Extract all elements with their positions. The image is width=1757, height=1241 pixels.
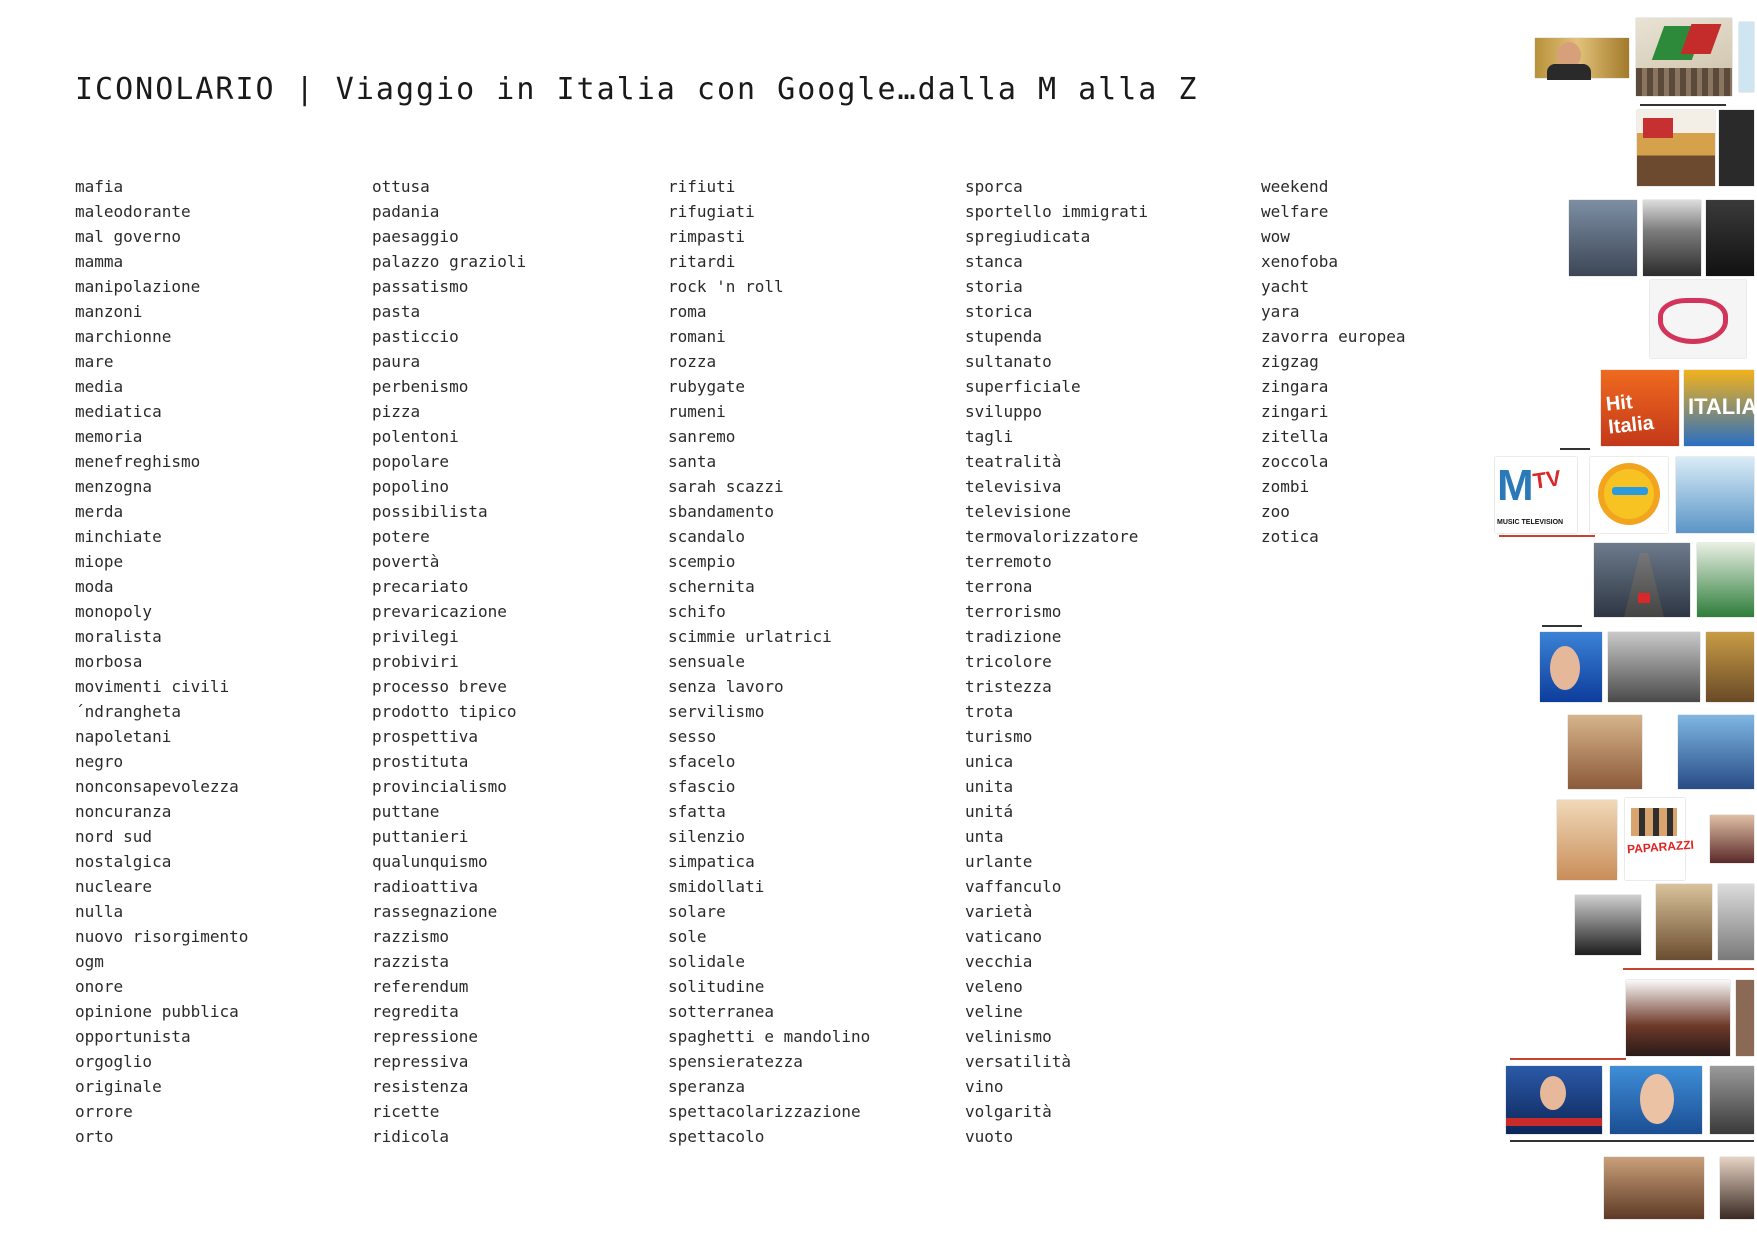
thumbnail-old-man — [1608, 632, 1700, 702]
word-item: opinione pubblica — [75, 1002, 239, 1021]
word-item: nostalgica — [75, 852, 172, 871]
word-item: monopoly — [75, 602, 153, 621]
word-item: orto — [75, 1127, 114, 1146]
word-item: sfascio — [668, 777, 736, 796]
word-item: spensieratezza — [668, 1052, 803, 1071]
word-item: popolare — [372, 452, 450, 471]
word-item: volgarità — [965, 1102, 1052, 1121]
word-item: terrona — [965, 577, 1033, 596]
thumbnail-woman-blue — [1540, 632, 1602, 702]
word-item: originale — [75, 1077, 162, 1096]
word-item: mal governo — [75, 227, 181, 246]
word-item: ridicola — [372, 1127, 450, 1146]
divider-line — [1510, 1058, 1626, 1060]
word-item: tristezza — [965, 677, 1052, 696]
thumbnail-dvd-cover — [1656, 884, 1712, 960]
thumbnail-book-cover — [1697, 543, 1754, 617]
word-item: polentoni — [372, 427, 459, 446]
word-item: vaticano — [965, 927, 1043, 946]
word-item: storica — [965, 302, 1033, 321]
word-item: mafia — [75, 177, 124, 196]
word-column-3 — [668, 174, 870, 1149]
word-item: memoria — [75, 427, 143, 446]
word-item: resistenza — [372, 1077, 469, 1096]
divider-line — [1560, 448, 1590, 450]
word-item: santa — [668, 452, 717, 471]
word-item: popolino — [372, 477, 450, 496]
word-item: morbosa — [75, 652, 143, 671]
word-item: sensuale — [668, 652, 746, 671]
word-item: sfacelo — [668, 752, 736, 771]
word-item: solare — [668, 902, 726, 921]
word-item: puttanieri — [372, 827, 469, 846]
word-item: zavorra europea — [1261, 327, 1406, 346]
word-item: nucleare — [75, 877, 153, 896]
word-column-1 — [75, 174, 248, 1149]
divider-line — [1499, 535, 1595, 537]
word-item: ritardi — [668, 252, 736, 271]
word-item: miope — [75, 552, 124, 571]
thumbnail-partial — [1720, 1157, 1754, 1219]
word-item: marchionne — [75, 327, 172, 346]
word-item: zingari — [1261, 402, 1329, 421]
word-item: terremoto — [965, 552, 1052, 571]
word-item: schifo — [668, 602, 726, 621]
word-item: onore — [75, 977, 124, 996]
word-item: spregiudicata — [965, 227, 1091, 246]
word-item: sfatta — [668, 802, 726, 821]
word-item: zingara — [1261, 377, 1329, 396]
thumbnail-sun-icon — [1590, 457, 1668, 533]
word-item: manzoni — [75, 302, 143, 321]
word-item: pizza — [372, 402, 421, 421]
word-item: passatismo — [372, 277, 469, 296]
word-item: tradizione — [965, 627, 1062, 646]
word-item: ´ndrangheta — [75, 702, 181, 721]
thumbnail-bicycle — [1650, 280, 1746, 358]
word-item: referendum — [372, 977, 469, 996]
thumbnail-woman-tiara — [1610, 1066, 1702, 1134]
thumbnail-miss-italia — [1678, 715, 1754, 789]
word-item: vino — [965, 1077, 1004, 1096]
word-item: wow — [1261, 227, 1290, 246]
word-item: tagli — [965, 427, 1014, 446]
word-item: scimmie urlatrici — [668, 627, 832, 646]
word-item: teatralità — [965, 452, 1062, 471]
word-item: rifugiati — [668, 202, 755, 221]
word-item: repressiva — [372, 1052, 469, 1071]
word-item: paura — [372, 352, 421, 371]
thumbnail-paparazzi: PAPARAZZI — [1625, 798, 1685, 880]
thumbnail-mtv-logo: M TV MUSIC TELEVISION — [1495, 457, 1577, 533]
word-item: sbandamento — [668, 502, 774, 521]
word-item: speranza — [668, 1077, 746, 1096]
word-item: welfare — [1261, 202, 1329, 221]
word-item: sesso — [668, 727, 717, 746]
word-item: sultanato — [965, 352, 1052, 371]
thumbnail-protest — [1637, 110, 1715, 186]
word-item: pasta — [372, 302, 421, 321]
word-item: tricolore — [965, 652, 1052, 671]
word-item: zotica — [1261, 527, 1319, 546]
word-item: prostituta — [372, 752, 469, 771]
divider-line — [1542, 625, 1582, 627]
word-item: trota — [965, 702, 1014, 721]
word-column-4 — [965, 174, 1148, 1149]
word-item: perbenismo — [372, 377, 469, 396]
word-item: servilismo — [668, 702, 765, 721]
word-item: roma — [668, 302, 707, 321]
word-item: sviluppo — [965, 402, 1043, 421]
word-item: storia — [965, 277, 1023, 296]
word-item: spaghetti e mandolino — [668, 1027, 871, 1046]
word-item: rock 'n roll — [668, 277, 784, 296]
word-item: solidale — [668, 952, 746, 971]
word-item: rimpasti — [668, 227, 746, 246]
word-item: televisione — [965, 502, 1071, 521]
word-item: manipolazione — [75, 277, 201, 296]
word-item: prodotto tipico — [372, 702, 517, 721]
word-item: palazzo grazioli — [372, 252, 527, 271]
word-item: unita — [965, 777, 1014, 796]
word-item: sporca — [965, 177, 1023, 196]
word-item: media — [75, 377, 124, 396]
page-title: ICONOLARIO | Viaggio in Italia con Google…dalla M alla Z — [75, 72, 1199, 107]
word-item: zoccola — [1261, 452, 1329, 471]
word-item: regredita — [372, 1002, 459, 1021]
word-item: sarah scazzi — [668, 477, 784, 496]
word-item: noncuranza — [75, 802, 172, 821]
word-item: rozza — [668, 352, 717, 371]
word-item: termovalorizzatore — [965, 527, 1139, 546]
word-item: sanremo — [668, 427, 736, 446]
word-item: nulla — [75, 902, 124, 921]
word-item: napoletani — [75, 727, 172, 746]
word-item: padania — [372, 202, 440, 221]
word-item: scandalo — [668, 527, 746, 546]
word-column-2 — [372, 174, 526, 1149]
word-item: precariato — [372, 577, 469, 596]
thumbnail-flag-crowd — [1636, 18, 1732, 96]
thumbnail-dark — [1719, 110, 1754, 186]
word-item: nuovo risorgimento — [75, 927, 249, 946]
word-item: rifiuti — [668, 177, 736, 196]
word-item: rumeni — [668, 402, 726, 421]
word-item: yara — [1261, 302, 1300, 321]
thumbnail-fashion — [1643, 200, 1701, 276]
word-column-5 — [1261, 174, 1406, 549]
thumbnail-curly-woman — [1718, 884, 1754, 960]
word-item: razzismo — [372, 927, 450, 946]
thumbnail-headphones — [1676, 457, 1754, 533]
word-item: weekend — [1261, 177, 1329, 196]
word-item: terrorismo — [965, 602, 1062, 621]
divider-line — [1640, 104, 1726, 106]
word-item: vaffanculo — [965, 877, 1062, 896]
word-item: sole — [668, 927, 707, 946]
word-item: menefreghismo — [75, 452, 201, 471]
word-item: mediatica — [75, 402, 162, 421]
thumbnail-hit-italia: Hit Italia — [1601, 370, 1679, 446]
divider-line — [1510, 1140, 1754, 1142]
thumbnail-politician — [1535, 38, 1629, 78]
word-item: velinismo — [965, 1027, 1052, 1046]
word-item: prevaricazione — [372, 602, 507, 621]
word-item: provincialismo — [372, 777, 507, 796]
word-item: rassegnazione — [372, 902, 498, 921]
word-item: prospettiva — [372, 727, 478, 746]
thumbnail-redhead — [1626, 980, 1730, 1056]
word-item: puttane — [372, 802, 440, 821]
thumbnail-berlusconi-tv — [1506, 1066, 1602, 1134]
word-item: orgoglio — [75, 1052, 153, 1071]
thumbnail-two-men — [1569, 200, 1637, 276]
word-item: probiviri — [372, 652, 459, 671]
word-item: zigzag — [1261, 352, 1319, 371]
word-item: mare — [75, 352, 114, 371]
word-item: schernita — [668, 577, 755, 596]
word-item: spettacolarizzazione — [668, 1102, 861, 1121]
word-item: potere — [372, 527, 430, 546]
word-item: nonconsapevolezza — [75, 777, 239, 796]
word-item: silenzio — [668, 827, 746, 846]
word-item: unta — [965, 827, 1004, 846]
word-item: unitá — [965, 802, 1014, 821]
word-item: paesaggio — [372, 227, 459, 246]
word-item: unica — [965, 752, 1014, 771]
thumbnail-blonde-woman — [1557, 800, 1617, 880]
word-item: qualunquismo — [372, 852, 488, 871]
word-item: televisiva — [965, 477, 1062, 496]
word-item: veline — [965, 1002, 1023, 1021]
thumbnail-bald-man — [1575, 895, 1641, 955]
word-item: privilegi — [372, 627, 459, 646]
word-item: stanca — [965, 252, 1023, 271]
word-item: veleno — [965, 977, 1023, 996]
word-item: smidollati — [668, 877, 765, 896]
word-item: repressione — [372, 1027, 478, 1046]
word-item: varietà — [965, 902, 1033, 921]
divider-line — [1623, 968, 1754, 970]
word-item: urlante — [965, 852, 1033, 871]
thumbnail-italia-poster: ITALIA — [1684, 370, 1754, 446]
word-item: orrore — [75, 1102, 133, 1121]
word-item: zitella — [1261, 427, 1329, 446]
word-item: romani — [668, 327, 726, 346]
word-item: zombi — [1261, 477, 1310, 496]
thumbnail-edge — [1736, 980, 1754, 1056]
word-item: simpatica — [668, 852, 755, 871]
thumbnail-racing-game — [1594, 543, 1690, 617]
word-item: sportello immigrati — [965, 202, 1149, 221]
thumbnail-map — [1739, 22, 1754, 92]
word-item: moralista — [75, 627, 162, 646]
word-item: xenofoba — [1261, 252, 1339, 271]
word-item: stupenda — [965, 327, 1043, 346]
thumbnail-woman-portrait — [1568, 715, 1642, 789]
word-item: rubygate — [668, 377, 746, 396]
word-item: merda — [75, 502, 124, 521]
word-item: senza lavoro — [668, 677, 784, 696]
word-item: radioattiva — [372, 877, 478, 896]
word-item: yacht — [1261, 277, 1310, 296]
word-item: ottusa — [372, 177, 430, 196]
word-item: possibilista — [372, 502, 488, 521]
word-item: superficiale — [965, 377, 1081, 396]
word-item: vuoto — [965, 1127, 1014, 1146]
word-item: povertà — [372, 552, 440, 571]
word-item: solitudine — [668, 977, 765, 996]
word-item: minchiate — [75, 527, 162, 546]
thumbnail-gray — [1710, 1066, 1754, 1134]
word-item: scempio — [668, 552, 736, 571]
word-item: razzista — [372, 952, 450, 971]
word-item: processo breve — [372, 677, 507, 696]
word-item: mamma — [75, 252, 124, 271]
word-item: turismo — [965, 727, 1033, 746]
word-item: opportunista — [75, 1027, 191, 1046]
word-item: ogm — [75, 952, 104, 971]
word-item: versatilità — [965, 1052, 1071, 1071]
word-item: vecchia — [965, 952, 1033, 971]
word-item: zoo — [1261, 502, 1290, 521]
word-item: movimenti civili — [75, 677, 230, 696]
word-item: spettacolo — [668, 1127, 765, 1146]
thumbnail-brunette — [1604, 1157, 1704, 1219]
word-item: maleodorante — [75, 202, 191, 221]
word-item: moda — [75, 577, 114, 596]
word-item: pasticcio — [372, 327, 459, 346]
word-item: negro — [75, 752, 124, 771]
word-item: nord sud — [75, 827, 153, 846]
thumbnail-black-white — [1706, 200, 1754, 276]
thumbnail-dark-hair-woman — [1710, 815, 1754, 863]
thumbnail-blonde — [1706, 632, 1754, 702]
word-item: ricette — [372, 1102, 440, 1121]
word-item: sotterranea — [668, 1002, 774, 1021]
word-item: menzogna — [75, 477, 153, 496]
